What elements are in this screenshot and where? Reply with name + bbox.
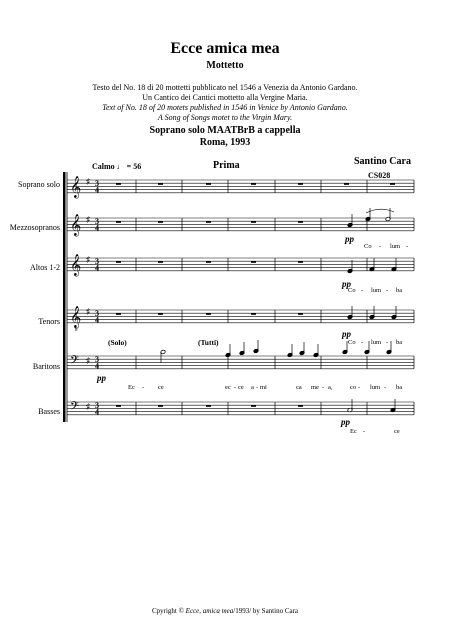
place-date: Roma, 1993 bbox=[199, 137, 251, 148]
copyright-work: Ecce, amica mea bbox=[185, 607, 234, 615]
altos-lyric: ba bbox=[396, 287, 403, 294]
time-sig-top: 3 bbox=[95, 257, 99, 267]
bar-rest bbox=[158, 405, 163, 407]
tenors-lyric: ba bbox=[396, 339, 403, 346]
quarter-note-icon: ♩ bbox=[116, 162, 125, 171]
scoring: Soprano solo MAATBrB a cappella bbox=[149, 125, 301, 136]
bar-rest bbox=[116, 261, 121, 263]
altos-lyric: - bbox=[386, 287, 389, 294]
baritons-lyric: - bbox=[384, 384, 387, 391]
info-line-4: A Song of Songs motet to the Virgin Mary. bbox=[157, 113, 293, 122]
metronome-value: = 56 bbox=[126, 162, 142, 171]
treble-clef-icon: 𝄞 bbox=[70, 215, 82, 236]
sharp-icon: ♯ bbox=[86, 307, 90, 316]
bar-rest bbox=[158, 183, 163, 185]
sharp-icon: ♯ bbox=[86, 215, 90, 224]
composer: Santino Cara bbox=[354, 156, 411, 167]
staff-5 bbox=[67, 401, 414, 417]
time-sig-bottom: 4 bbox=[95, 223, 99, 233]
mezzo-lyric: - bbox=[379, 243, 382, 250]
bar-rest bbox=[390, 183, 395, 185]
time-sig-top: 3 bbox=[95, 355, 99, 365]
bar-rest bbox=[344, 183, 349, 185]
time-sig-bottom: 4 bbox=[95, 263, 99, 273]
staff-4 bbox=[67, 355, 414, 371]
bar-rest bbox=[206, 261, 211, 263]
bar-rest bbox=[206, 183, 211, 185]
part-label-baritons: Baritons bbox=[32, 362, 60, 371]
info-line-3: Text of No. 18 of 20 motets published in 1546 in Venice by Antonio Gardano. bbox=[102, 103, 348, 112]
system-bracket bbox=[63, 172, 66, 422]
treble-clef-icon: 𝄞 bbox=[70, 255, 82, 276]
part-label-basses: Basses bbox=[38, 407, 60, 416]
piece-subtitle: Mottetto bbox=[206, 60, 244, 71]
staff-2 bbox=[67, 255, 414, 277]
section-label: Prima bbox=[213, 160, 240, 171]
staves bbox=[67, 177, 414, 417]
bar-rest bbox=[158, 313, 163, 315]
dynamic-pp: pp bbox=[342, 329, 351, 339]
part-label-tenors: Tenors bbox=[38, 317, 60, 326]
tenors-lyric: lum bbox=[371, 339, 382, 346]
sharp-icon: ♯ bbox=[86, 356, 90, 365]
bar-rest bbox=[116, 183, 121, 185]
baritons-lyric: - bbox=[234, 384, 237, 391]
bar-rest bbox=[298, 221, 303, 223]
bar-rest bbox=[251, 405, 256, 407]
bar-rest bbox=[116, 221, 121, 223]
staff-0 bbox=[67, 177, 414, 199]
baritons-lyric: ce bbox=[158, 384, 164, 391]
octave-8-icon: 8 bbox=[75, 328, 78, 333]
baritons-lyric: ca bbox=[296, 384, 302, 391]
treble-clef-icon: 𝄞 bbox=[70, 307, 82, 328]
bar-rest bbox=[206, 405, 211, 407]
dynamic-pp: pp bbox=[341, 417, 350, 427]
info-line-1: Testo del No. 18 di 20 mottetti pubblicato nel 1546 a Venezia da Antonio Gardano. bbox=[92, 83, 358, 92]
time-sig-top: 3 bbox=[95, 217, 99, 227]
mezzo-lyric: - bbox=[406, 243, 409, 250]
tenors-lyric: - bbox=[386, 339, 389, 346]
baritons-lyric: - bbox=[142, 384, 145, 391]
tenors-lyric: Co bbox=[348, 339, 356, 346]
dynamic-pp: pp bbox=[342, 279, 351, 289]
mezzo-lyric: lum bbox=[390, 243, 401, 250]
bar-rest bbox=[206, 221, 211, 223]
bar-rest bbox=[298, 183, 303, 185]
bar-rest bbox=[251, 261, 256, 263]
dynamic-pp: pp bbox=[97, 373, 106, 383]
catalog-number: CS028 bbox=[368, 171, 391, 180]
sharp-icon: ♯ bbox=[86, 177, 90, 186]
baritons-lyric: me bbox=[311, 384, 319, 391]
dynamic-pp: pp bbox=[345, 234, 354, 244]
tenors-lyric: - bbox=[361, 339, 364, 346]
baritons-lyric: ce bbox=[238, 384, 244, 391]
time-sig-bottom: 4 bbox=[95, 315, 99, 325]
altos-lyric: lum bbox=[371, 287, 382, 294]
sharp-icon: ♯ bbox=[86, 255, 90, 264]
tempo-text: Calmo bbox=[92, 162, 115, 171]
staff-3 bbox=[67, 307, 414, 333]
bar-rest bbox=[116, 405, 121, 407]
basses-lyric: ce bbox=[394, 428, 400, 435]
info-line-2: Un Cantico dei Cantici mottetto alla Vergine Maria. bbox=[142, 93, 308, 102]
bass-clef-icon: 𝄢 bbox=[70, 401, 80, 416]
basses-lyric: Ec bbox=[350, 428, 357, 435]
baritons-lyric: co bbox=[350, 384, 357, 391]
baritons-lyric: mi bbox=[260, 384, 267, 391]
treble-clef-icon: 𝄞 bbox=[70, 177, 82, 198]
time-sig-bottom: 4 bbox=[95, 185, 99, 195]
bar-rest bbox=[158, 221, 163, 223]
bar-rest bbox=[251, 183, 256, 185]
bar-rest bbox=[206, 313, 211, 315]
part-label-soprano: Soprano solo bbox=[18, 180, 60, 189]
staff-1 bbox=[67, 215, 414, 237]
bar-rest bbox=[298, 405, 303, 407]
bar-rest bbox=[298, 313, 303, 315]
piece-title: Ecce amica mea bbox=[170, 40, 280, 57]
direction-tutti: (Tutti) bbox=[198, 338, 219, 347]
basses-lyric: - bbox=[363, 428, 366, 435]
sharp-icon: ♯ bbox=[86, 402, 90, 411]
copyright: Cpyright © Ecce, amica mea/1993/ by Santino Cara bbox=[151, 607, 299, 615]
time-sig-bottom: 4 bbox=[95, 361, 99, 371]
baritons-lyric: lum bbox=[370, 384, 381, 391]
time-sig-bottom: 4 bbox=[95, 407, 99, 417]
baritons-lyric: - bbox=[358, 384, 361, 391]
baritons-lyric: a, bbox=[328, 384, 333, 391]
mezzo-lyric: Co bbox=[364, 243, 372, 250]
bass-clef-icon: 𝄢 bbox=[70, 355, 80, 370]
bar-rest bbox=[251, 221, 256, 223]
altos-lyric: Co bbox=[348, 287, 356, 294]
time-sig-top: 3 bbox=[95, 309, 99, 319]
baritons-lyric: Ec bbox=[128, 384, 135, 391]
baritons-lyric: ec bbox=[225, 384, 231, 391]
bar-rest bbox=[116, 313, 121, 315]
part-label-altos: Altos 1-2 bbox=[30, 263, 60, 272]
bar-rest bbox=[251, 313, 256, 315]
direction-solo: (Solo) bbox=[108, 338, 127, 347]
part-label-mezzo: Mezzosopranos bbox=[9, 223, 60, 232]
time-sig-top: 3 bbox=[95, 179, 99, 189]
time-sig-top: 3 bbox=[95, 401, 99, 411]
bar-rest bbox=[158, 261, 163, 263]
baritons-lyric: - bbox=[322, 384, 325, 391]
bar-rest bbox=[298, 261, 303, 263]
baritons-lyric: ba bbox=[396, 384, 403, 391]
baritons-lyric: a bbox=[251, 384, 254, 391]
baritons-lyric: - bbox=[256, 384, 259, 391]
altos-lyric: - bbox=[361, 287, 364, 294]
